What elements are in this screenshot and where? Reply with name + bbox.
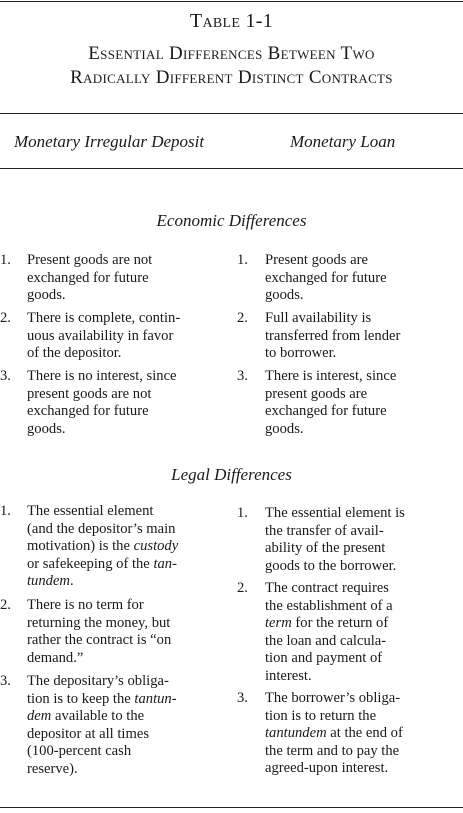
table-label: Table 1-1	[189, 10, 274, 32]
item-text: There is interest, since present goods are exchanged for future goods.	[265, 368, 397, 437]
item-text: There is no term for returning the money, but rather the contract is “on demand.”	[27, 597, 172, 666]
item-text: There is no interest, since present goods are not exchanged for future goods.	[27, 368, 177, 437]
title-rule	[0, 113, 463, 114]
item-text: Present goods are exchanged for future goods.	[265, 252, 387, 303]
item-number: 3.	[237, 368, 248, 384]
item-text: The borrower’s obliga- tion is to return the tantundem at the end of the term and to pay the agreed-upon interest.	[265, 690, 403, 776]
table-title-line-2: Radically Different Distinct Contracts	[70, 67, 393, 88]
item-text: The essential element is the transfer of avail- ability of the present goods to the borrower.	[265, 505, 405, 574]
item-number: 1.	[0, 252, 11, 268]
item-number: 3.	[0, 673, 11, 689]
item-text: The contract requires the establishment of a term for the return of the loan and calcula- tion and payment of interest.	[265, 580, 393, 684]
bottom-rule	[0, 807, 463, 808]
item-number: 2.	[237, 580, 248, 596]
section-heading-legal: Legal Differences	[171, 465, 292, 484]
column-header-left: Monetary Irregular Deposit	[14, 132, 205, 151]
item-text: Full availability is transferred from lender to borrower.	[265, 310, 401, 361]
item-number: 2.	[0, 310, 11, 326]
item-number: 1.	[237, 252, 248, 268]
item-number: 2.	[237, 310, 248, 326]
item-number: 1.	[0, 503, 11, 519]
table-title-line-1: Essential Differences Between Two	[88, 43, 375, 64]
header-rule	[0, 168, 463, 169]
item-number: 3.	[0, 368, 11, 384]
item-number: 3.	[237, 690, 248, 706]
top-rule	[0, 1, 463, 2]
item-text: The depositary’s obliga- tion is to keep the tantun- dem available to the depositor at all times (100-percent cash reserve).	[27, 673, 177, 777]
item-text: Present goods are not exchanged for future goods.	[27, 252, 153, 303]
section-heading-economic: Economic Differences	[156, 211, 307, 230]
column-header-right: Monetary Loan	[290, 132, 396, 151]
item-text: The essential element (and the depositor’s main motivation) is the custody or safekeeping of the tan- tundem.	[27, 503, 179, 589]
item-number: 2.	[0, 597, 11, 613]
item-number: 1.	[237, 505, 248, 521]
item-text: There is complete, contin- uous availability in favor of the depositor.	[27, 310, 181, 361]
table-title	[0, 42, 463, 90]
